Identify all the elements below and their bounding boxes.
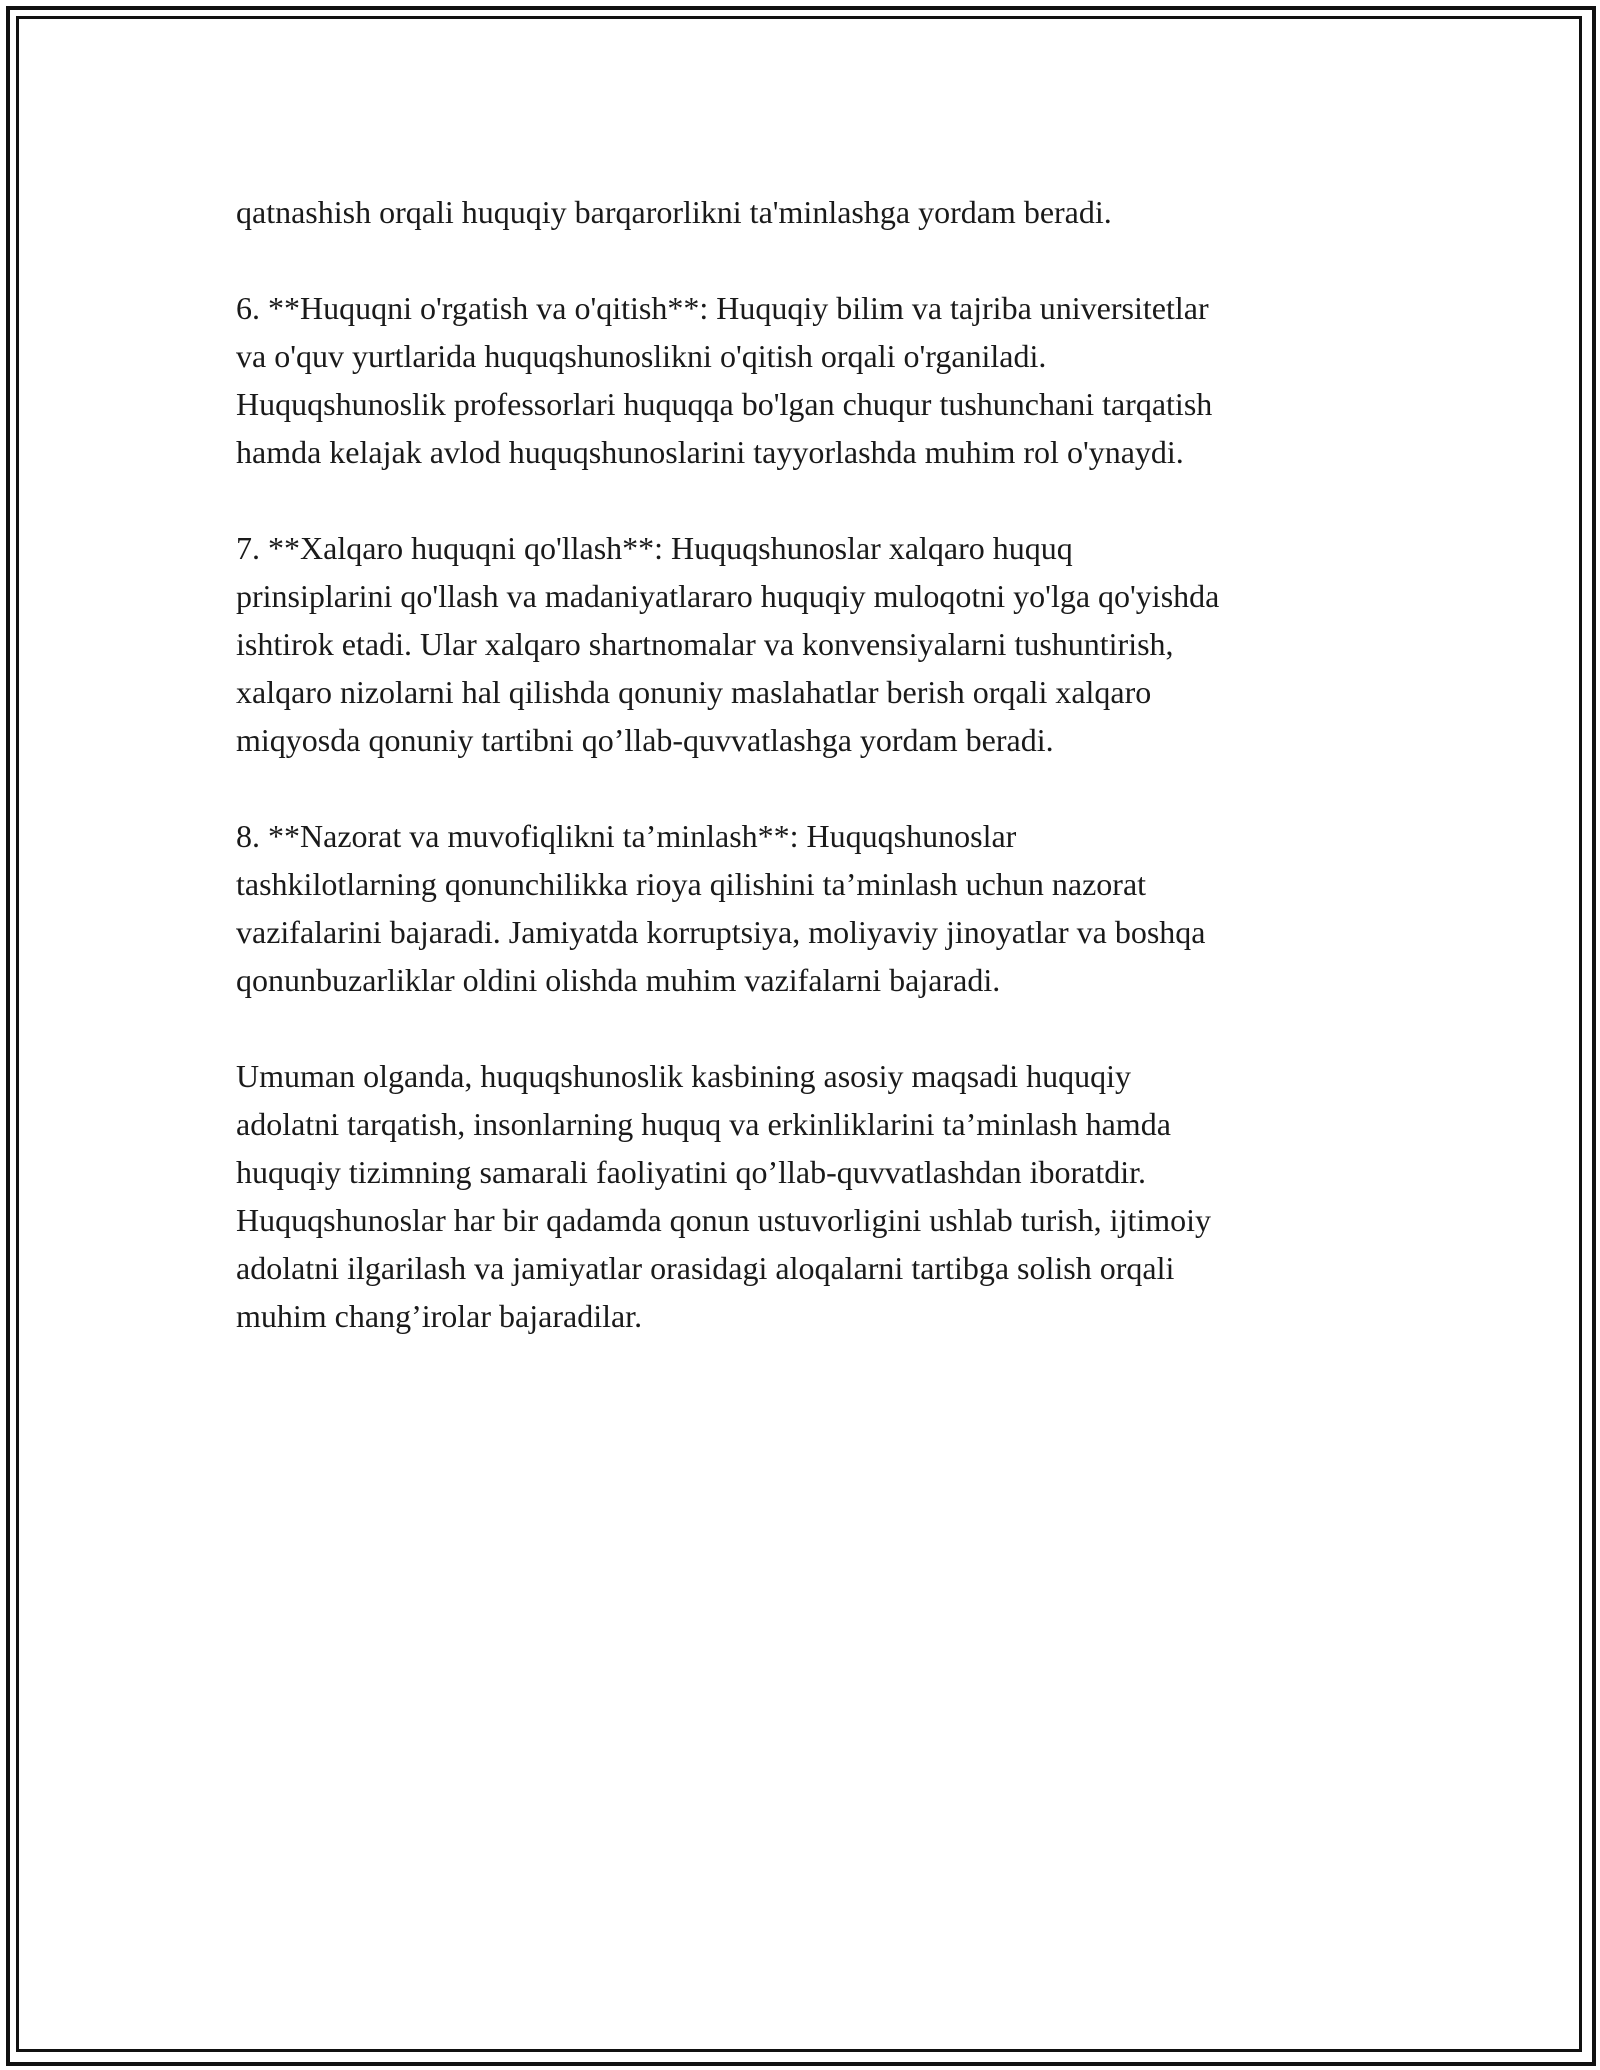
paragraph-item-7: 7. **Xalqaro huquqni qo'llash**: Huquqshunoslar xalqaro huquq prinsiplarini qo'llash va madaniyatlararo huquqiy muloqotni yo'lga qo'yishda ishtirok etadi. Ular xalqaro shartnomalar va konvensiyalarni tushuntirish, xalqaro nizolarni hal qilishda qonuniy maslahatlar berish orqali xalqaro miqyosda qonuniy tartibni qo’llab-quvvatlashga yordam beradi. xyxy=(236,530,1220,758)
document-body xyxy=(236,188,1386,1388)
paragraph-item-8: 8. **Nazorat va muvofiqlikni ta’minlash**: Huquqshunoslar tashkilotlarning qonunchilikka rioya qilishini ta’minlash uchun nazorat vazifalarini bajaradi. Jamiyatda korruptsiya, moliyaviy jinoyatlar va boshqa qonunbuzarliklar oldini olishda muhim vazifalarni bajaradi. xyxy=(236,818,1206,998)
paragraph-continuation: qatnashish orqali huquqiy barqarorlikni ta'minlashga yordam beradi. xyxy=(236,194,1112,230)
paragraph-item-6: 6. **Huquqni o'rgatish va o'qitish**: Huquqiy bilim va tajriba universitetlar va o'quv yurtlarida huquqshunoslikni o'qitish orqali o'rganiladi. Huquqshunoslik professorlari huquqqa bo'lgan chuqur tushunchani tarqatish hamda kelajak avlod huquqshunoslarini tayyorlashda muhim rol o'ynaydi. xyxy=(236,290,1213,470)
paragraph-conclusion: Umuman olganda, huquqshunoslik kasbining asosiy maqsadi huquqiy adolatni tarqatish, insonlarning huquq va erkinliklarini ta’minlash hamda huquqiy tizimning samarali faoliyatini qo’llab-quvvatlashdan iboratdir. Huquqshunoslar har bir qadamda qonun ustuvorligini ushlab turish, ijtimoiy adolatni ilgarilash va jamiyatlar orasidagi aloqalarni tartibga solish orqali muhim chang’irolar bajaradilar. xyxy=(236,1058,1212,1334)
